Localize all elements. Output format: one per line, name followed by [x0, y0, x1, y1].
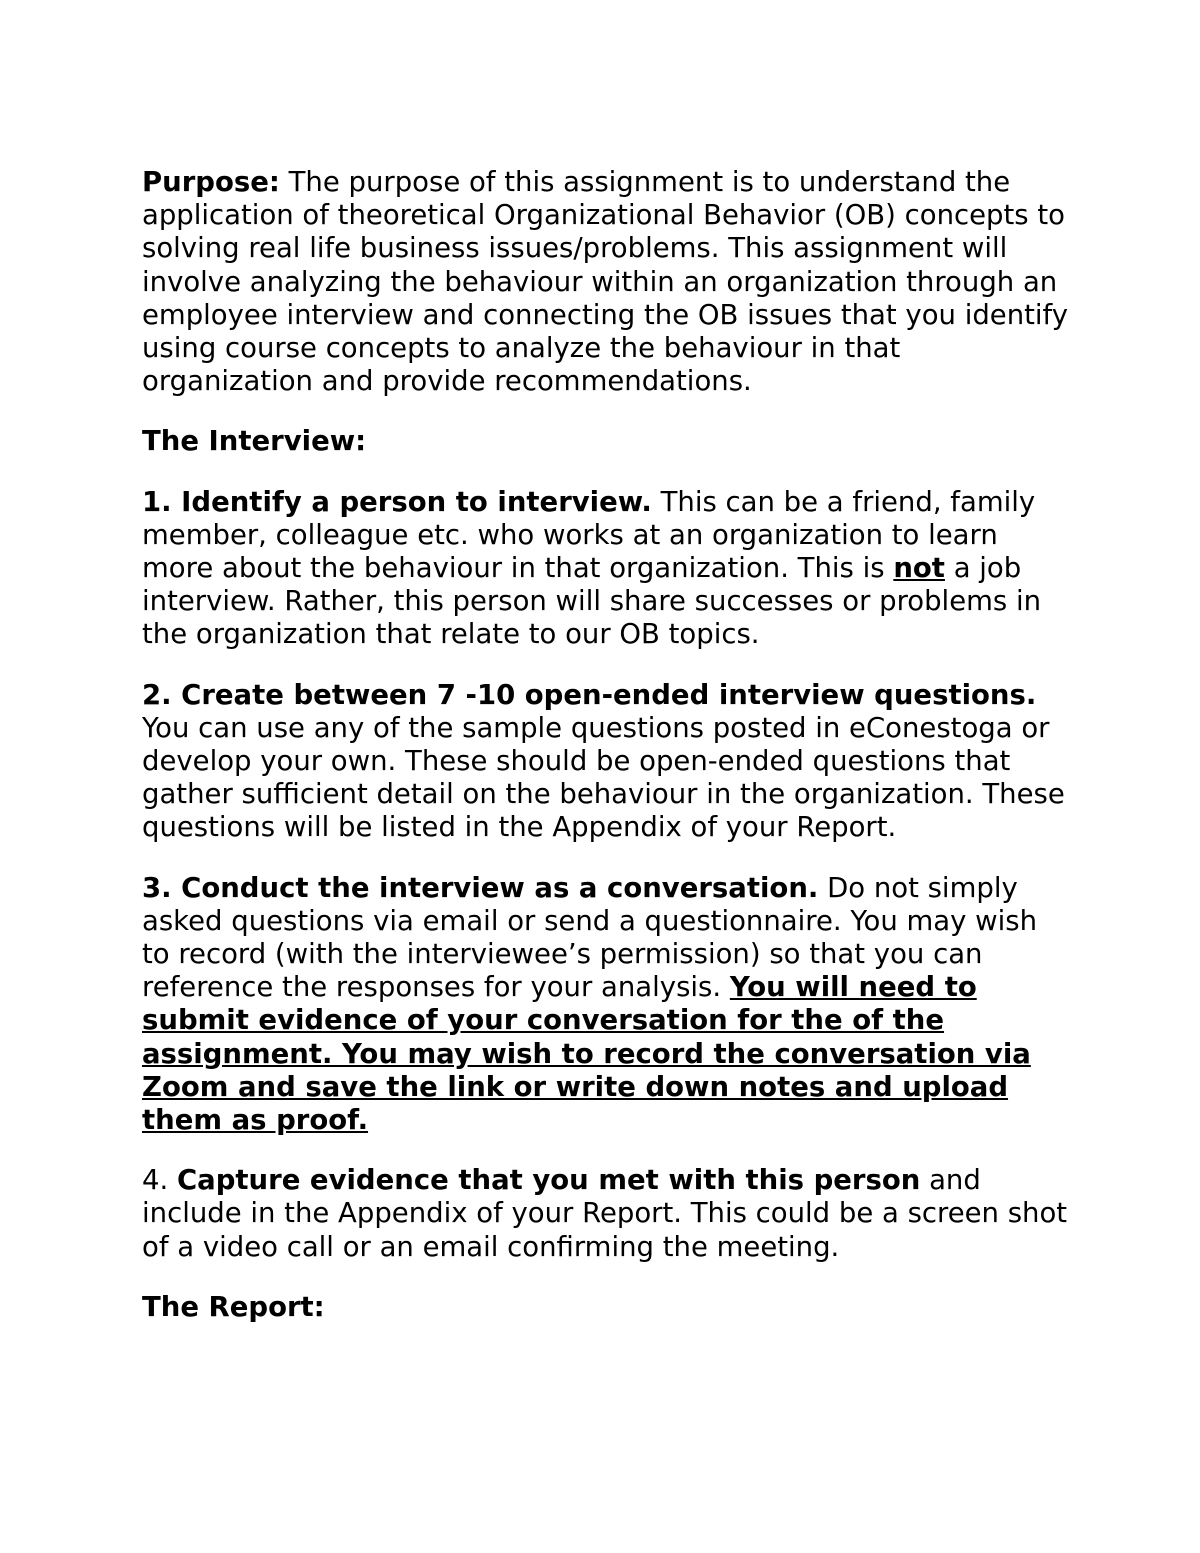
purpose-paragraph	[142, 166, 1072, 398]
step-4-number: 4.	[142, 1164, 177, 1197]
step-3-text: Do not simply asked questions via email or send a questionnaire. You may wish to record (with the interviewee’s permission) so that you can reference the responses for your analysis.	[142, 871, 1038, 1004]
step-3-title: 3. Conduct the interview as a conversation.	[142, 871, 819, 904]
step-1-emphasis: not	[893, 552, 945, 585]
step-2-text: You can use any of the sample questions posted in eConestoga or develop your own. These should be open-ended questions that gather sufficient detail on the behaviour in the organization. These questions will be listed in the Appendix of your Report.	[142, 711, 1065, 844]
interview-heading: The Interview:	[142, 425, 367, 458]
step-4-paragraph	[142, 1164, 1072, 1264]
document-page	[142, 166, 1072, 1351]
step-3-emphasis: You will need to submit evidence of your conversation for the of the assignment. You may wish to record the conversation via Zoom and save the link or write down notes and upload them as proof.	[142, 971, 1031, 1137]
report-heading: The Report:	[142, 1290, 325, 1323]
step-4-title: Capture evidence that you met with this person	[176, 1164, 921, 1197]
purpose-label: Purpose:	[142, 166, 280, 198]
step-1-text-b: a job interview. Rather, this person will share successes or problems in the organization that relate to our OB topics.	[142, 552, 1042, 651]
step-1-text-a: This can be a friend, family member, colleague etc. who works at an organization to learn more about the behaviour in that organization. This is	[142, 485, 1036, 585]
step-4-text: and include in the Appendix of your Report. This could be a screen shot of a video call or an email confirming the meeting.	[142, 1164, 1068, 1263]
step-2-paragraph	[142, 679, 1072, 845]
step-1-title: 1. Identify a person to interview.	[142, 485, 652, 518]
purpose-text: The purpose of this assignment is to understand the application of theoretical Organizational Behavior (OB) concepts to solving real life business issues/problems. This assignment will involve analyzing the behaviour within an organization through an employee interview and connecting the OB issues that you identify using course concepts to analyze the behaviour in that organization and provide recommendations.	[142, 166, 1069, 398]
step-2-title: 2. Create between 7 -10 open-ended interview questions.	[142, 678, 1037, 711]
step-3-paragraph	[142, 872, 1072, 1138]
step-1-paragraph	[142, 486, 1072, 652]
